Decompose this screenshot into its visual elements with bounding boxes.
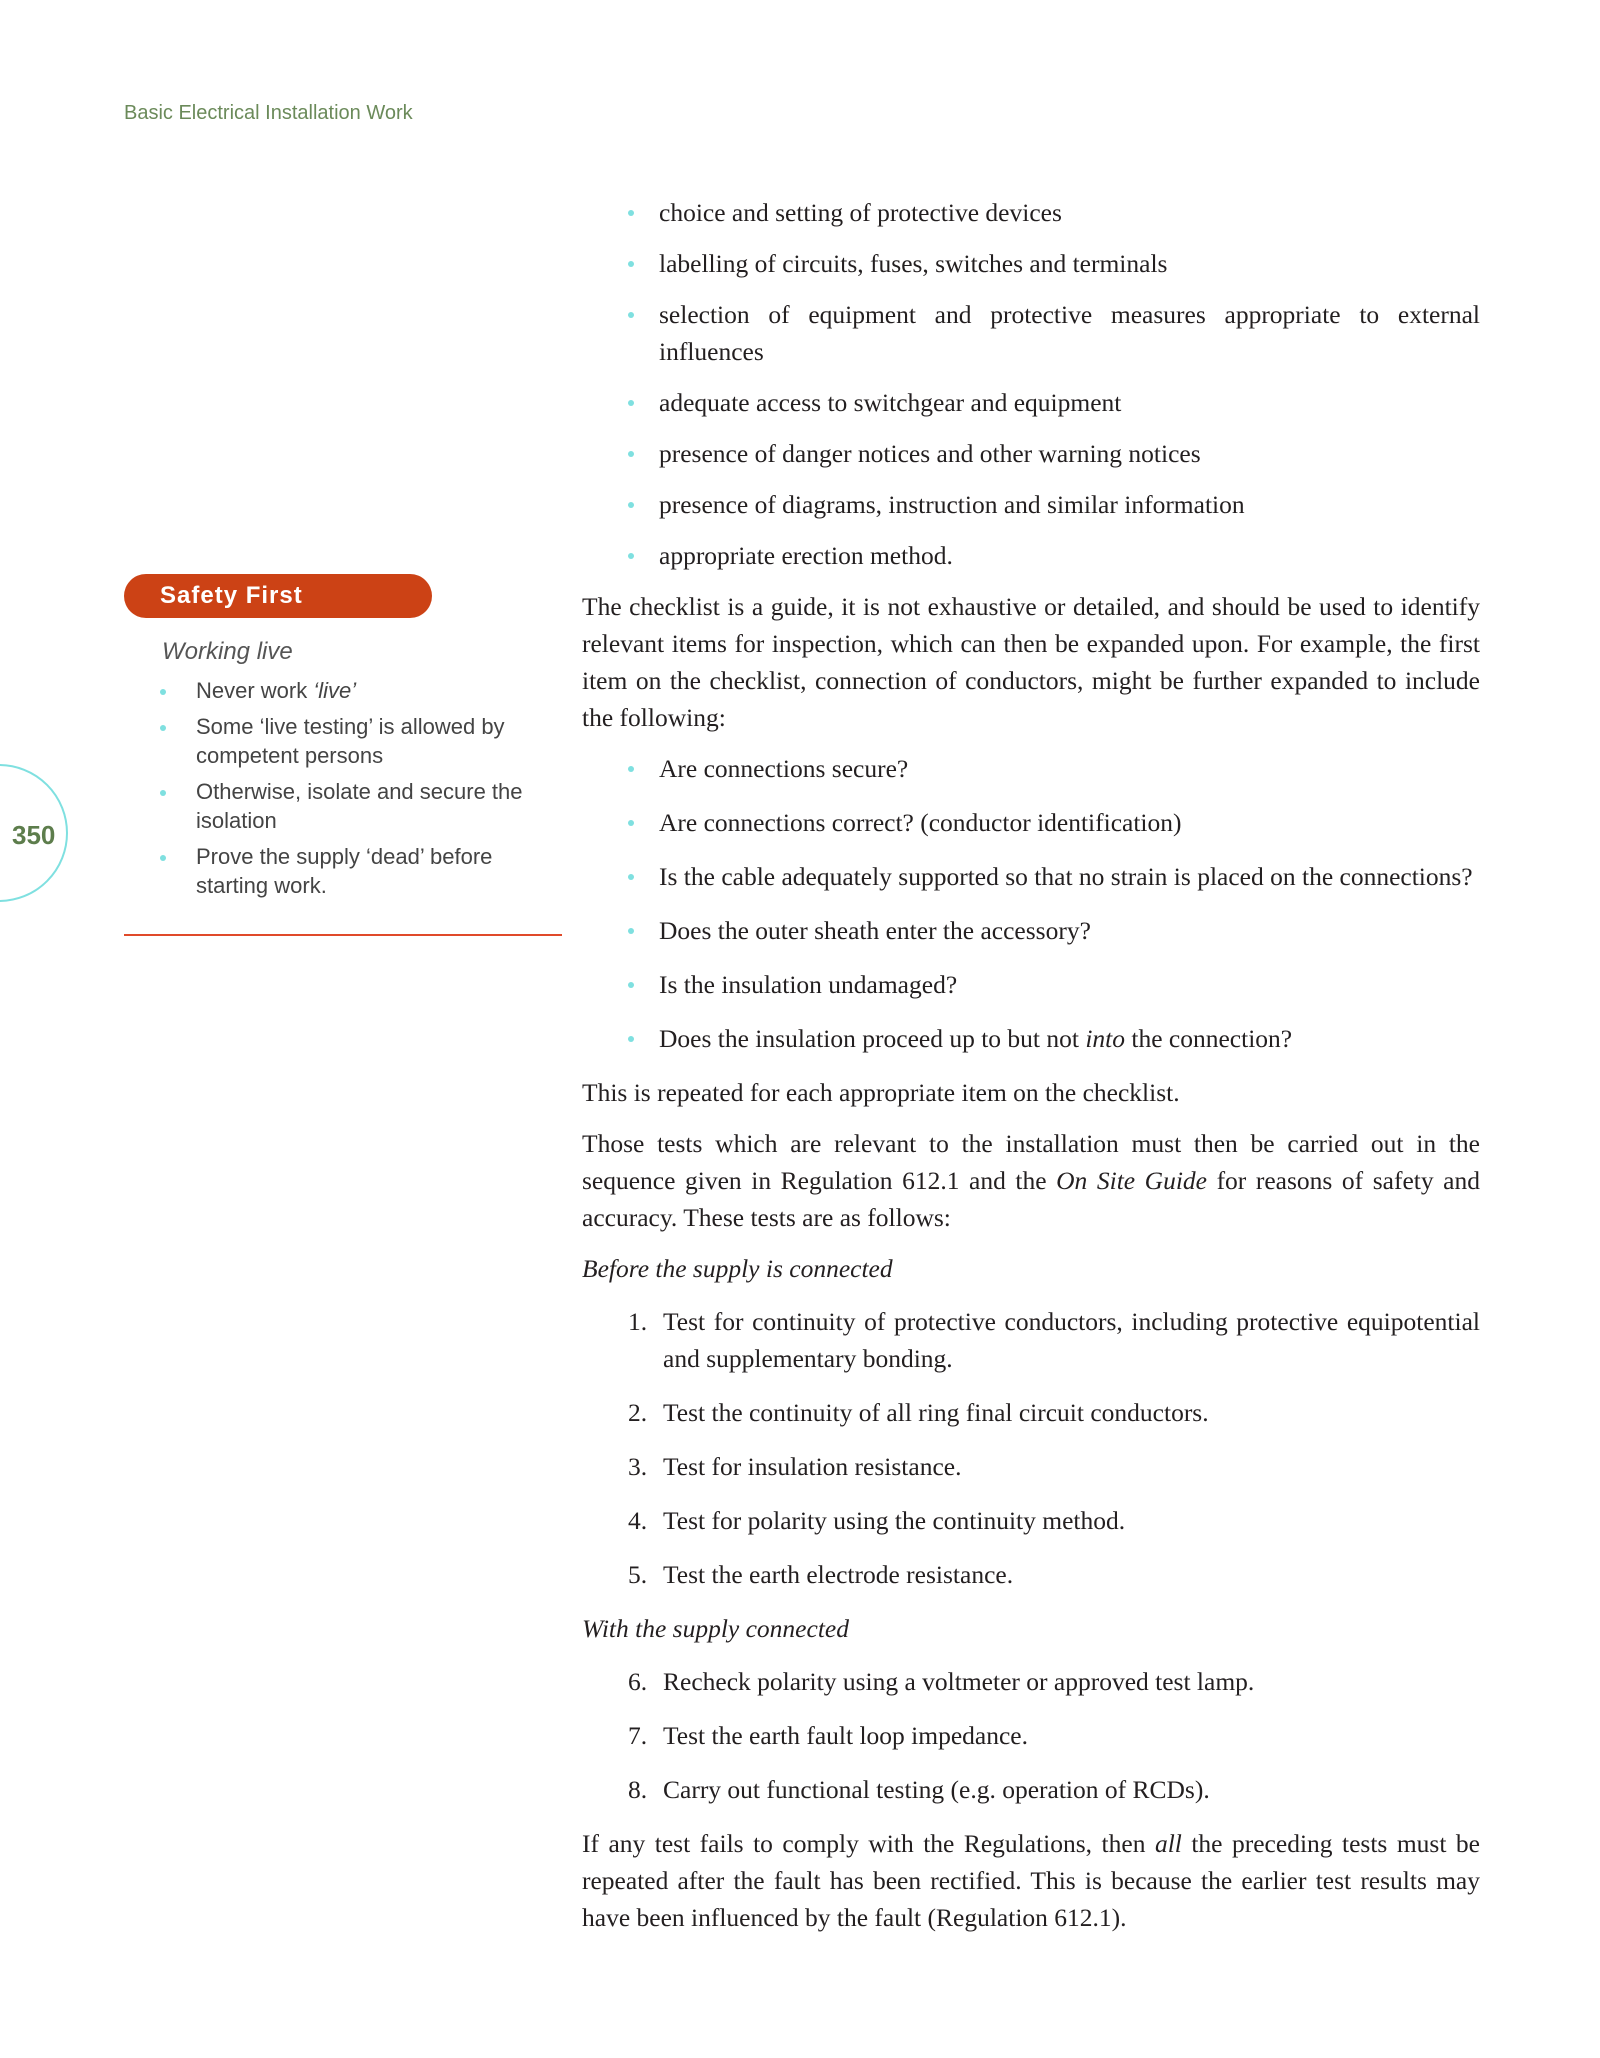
checklist-item: appropriate erection method. — [582, 537, 1480, 574]
sidebar-list — [124, 676, 562, 900]
sidebar-heading: Working live — [162, 638, 293, 665]
bullet-icon — [628, 210, 634, 216]
bullet-icon — [628, 766, 634, 772]
question-item: Are connections secure? — [582, 750, 1480, 787]
checklist-item: selection of equipment and protective measures appropriate to external influences — [582, 296, 1480, 370]
test-item: 2. Test the continuity of all ring final circuit conductors. — [582, 1394, 1480, 1431]
checklist-item: presence of diagrams, instruction and similar information — [582, 486, 1480, 523]
question-item: Is the insulation undamaged? — [582, 966, 1480, 1003]
checklist — [582, 194, 1480, 574]
test-item: 6. Recheck polarity using a voltmeter or approved test lamp. — [582, 1663, 1480, 1700]
test-number: 3. — [628, 1452, 648, 1481]
paragraph-tests-intro: Those tests which are relevant to the installation must then be carried out in the sequence given in Regulation 612.1 and the On Site Guide for reasons of safety and accuracy. These tests are as follows: — [582, 1129, 1480, 1232]
bullet-icon — [628, 451, 634, 457]
bullet-icon — [160, 855, 166, 861]
bullet-icon — [628, 982, 634, 988]
sidebar-list-item: Some ‘live testing’ is allowed by competent persons — [124, 712, 562, 770]
test-number: 4. — [628, 1506, 648, 1535]
bullet-icon — [628, 874, 634, 880]
subheading-before-supply: Before the supply is connected — [582, 1254, 893, 1283]
bullet-icon — [160, 725, 166, 731]
bullet-icon — [628, 1036, 634, 1042]
tests-before-supply — [582, 1303, 1480, 1593]
sidebar-divider — [124, 934, 562, 936]
test-number: 1. — [628, 1307, 648, 1336]
test-number: 8. — [628, 1775, 648, 1804]
checklist-item: labelling of circuits, fuses, switches and terminals — [582, 245, 1480, 282]
sidebar-list-item: Otherwise, isolate and secure the isolation — [124, 777, 562, 835]
test-item: 3. Test for insulation resistance. — [582, 1448, 1480, 1485]
question-item: Does the insulation proceed up to but not into the connection? — [582, 1020, 1480, 1057]
bullet-icon — [628, 312, 634, 318]
checklist-item: adequate access to switchgear and equipment — [582, 384, 1480, 421]
bullet-icon — [628, 261, 634, 267]
running-head: Basic Electrical Installation Work — [124, 102, 413, 124]
checklist-item: presence of danger notices and other warning notices — [582, 435, 1480, 472]
bullet-icon — [628, 820, 634, 826]
safety-first-badge: Safety First — [124, 574, 432, 618]
bullet-icon — [628, 400, 634, 406]
test-item: 8. Carry out functional testing (e.g. operation of RCDs). — [582, 1771, 1480, 1808]
question-item: Is the cable adequately supported so that no strain is placed on the connections? — [582, 858, 1480, 895]
bullet-icon — [628, 502, 634, 508]
test-number: 6. — [628, 1667, 648, 1696]
bullet-icon — [160, 790, 166, 796]
page-number: 350 — [12, 820, 56, 850]
test-number: 7. — [628, 1721, 648, 1750]
test-number: 5. — [628, 1560, 648, 1589]
paragraph-final: If any test fails to comply with the Regulations, then all the preceding tests must be repeated after the fault has been rectified. This is because the earlier test results may have been influenced by the fault (Regulation 612.1). — [582, 1829, 1480, 1932]
test-item: 7. Test the earth fault loop impedance. — [582, 1717, 1480, 1754]
connection-questions — [582, 750, 1480, 1057]
bullet-icon — [628, 928, 634, 934]
subheading-with-supply: With the supply connected — [582, 1614, 849, 1643]
tests-with-supply — [582, 1663, 1480, 1808]
question-item: Does the outer sheath enter the accessory? — [582, 912, 1480, 949]
paragraph-checklist: The checklist is a guide, it is not exhaustive or detailed, and should be used to identify relevant items for inspection, which can then be expanded upon. For example, the first item on the checklist, connection of conductors, might be further expanded to include the following: — [582, 592, 1480, 732]
paragraph-repeated: This is repeated for each appropriate item on the checklist. — [582, 1078, 1180, 1107]
test-item: 1. Test for continuity of protective conductors, including protective equipotential and supplementary bonding. — [582, 1303, 1480, 1377]
sidebar-list-item: Never work ‘live’ — [124, 676, 562, 705]
safety-first-sidebar — [124, 574, 562, 907]
sidebar-list-item: Prove the supply ‘dead’ before starting work. — [124, 842, 562, 900]
test-item: 5. Test the earth electrode resistance. — [582, 1556, 1480, 1593]
main-text-column — [582, 194, 1480, 1950]
question-item: Are connections correct? (conductor identification) — [582, 804, 1480, 841]
checklist-item: choice and setting of protective devices — [582, 194, 1480, 231]
bullet-icon — [160, 689, 166, 695]
test-item: 4. Test for polarity using the continuity method. — [582, 1502, 1480, 1539]
bullet-icon — [628, 553, 634, 559]
test-number: 2. — [628, 1398, 648, 1427]
